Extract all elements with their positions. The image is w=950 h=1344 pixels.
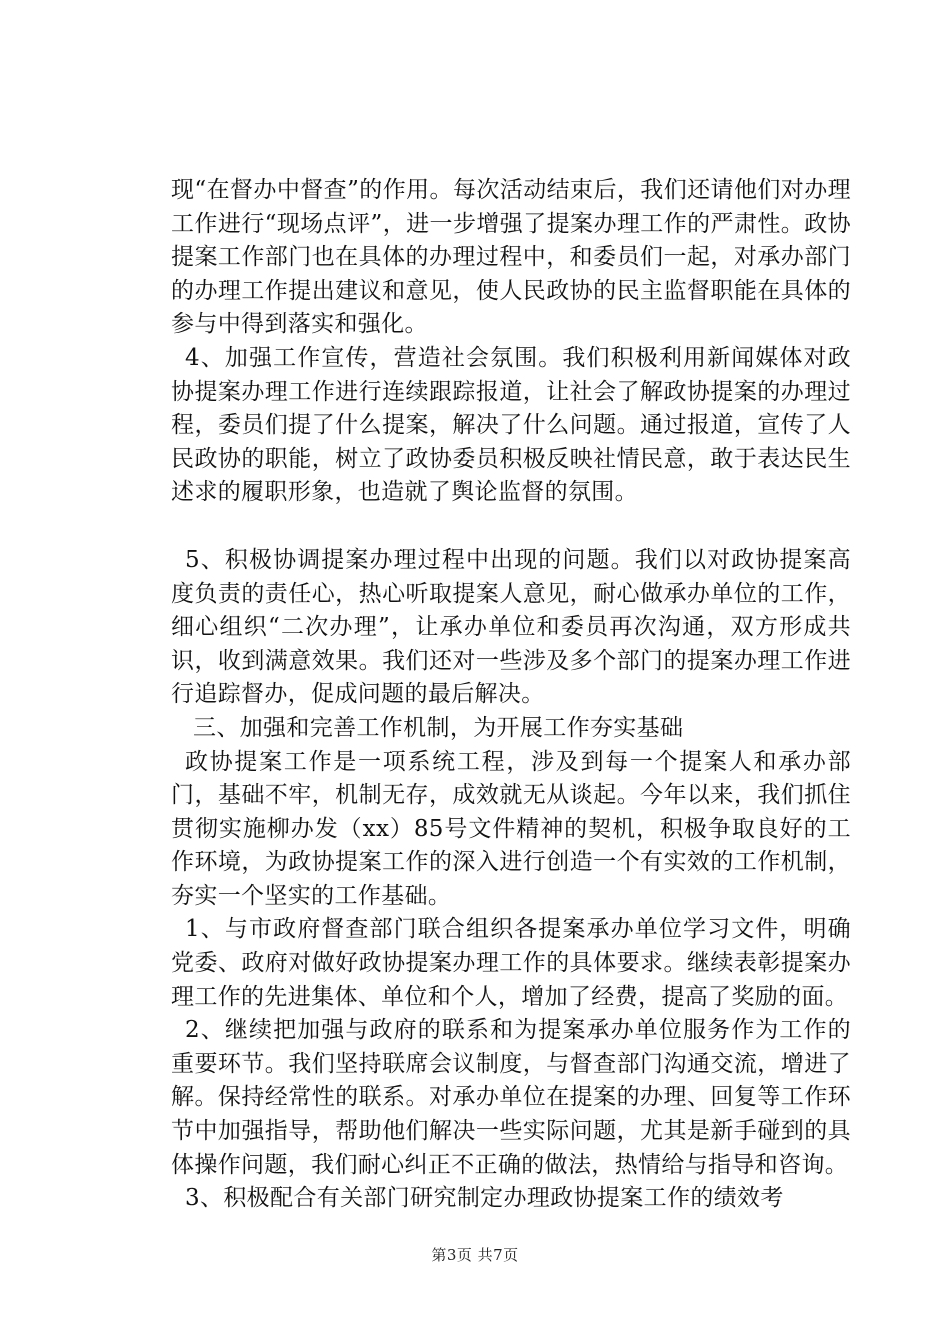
page-number-footer: 第3页 共7页 — [431, 1246, 519, 1264]
paragraph-item-3: 3、积极配合有关部门研究制定办理政协提案工作的绩效考 — [185, 1185, 784, 1212]
paragraph-section-intro: 政协提案工作是一项系统工程，涉及到每一个提案人和承办部门，基础不牢，机制无存，成效就无从谈起。今年以来，我们抓住贯彻实施柳办发（xx）85号文件精神的契机，积极争取良好的工作环境，为政协提案工作的深入进行创造一个有实效的工作机制，夯实一个坚实的工作基础。 — [171, 748, 851, 909]
section-heading-3: 三、加强和完善工作机制，为开展工作夯实基础 — [193, 714, 684, 741]
paragraph-item-1: 1、与市政府督查部门联合组织各提案承办单位学习文件，明确党委、政府对做好政协提案办理工作的具体要求。继续表彰提案办理工作的先进集体、单位和个人，增加了经费，提高了奖励的面。 — [171, 916, 851, 1010]
paragraph-item-5: 5、积极协调提案办理过程中出现的问题。我们以对政协提案高度负责的责任心，热心听取提案人意见，耐心做承办单位的工作，细心组织“二次办理”，让承办单位和委员再次沟通，双方形成共识，收到满意效果。我们还对一些涉及多个部门的提案办理工作进行追踪督办，促成问题的最后解决。 — [171, 546, 851, 708]
document-body — [171, 174, 851, 1216]
paragraph-continuation: 现“在督办中督查”的作用。每次活动结束后，我们还请他们对办理工作进行“现场点评”，进一步增强了提案办理工作的严肃性。政协提案工作部门也在具体的办理过程中，和委员们一起，对承办部门的办理工作提出建议和意见，使人民政协的民主监督职能在具体的参与中得到落实和强化。 — [171, 177, 851, 338]
paragraph-item-4: 4、加强工作宣传，营造社会氛围。我们积极利用新闻媒体对政协提案办理工作进行连续跟踪报道，让社会了解政协提案的办理过程，委员们提了什么提案，解决了什么问题。通过报道，宣传了人民政协的职能，树立了政协委员积极反映社情民意，敢于表达民生述求的履职形象，也造就了舆论监督的氛围。 — [171, 344, 851, 506]
paragraph-item-2: 2、继续把加强与政府的联系和为提案承办单位服务作为工作的重要环节。我们坚持联席会议制度，与督查部门沟通交流，增进了解。保持经常性的联系。对承办单位在提案的办理、回复等工作环节中加强指导，帮助他们解决一些实际问题，尤其是新手碰到的具体操作问题，我们耐心纠正不正确的做法，热情给与指导和咨询。 — [171, 1017, 851, 1178]
